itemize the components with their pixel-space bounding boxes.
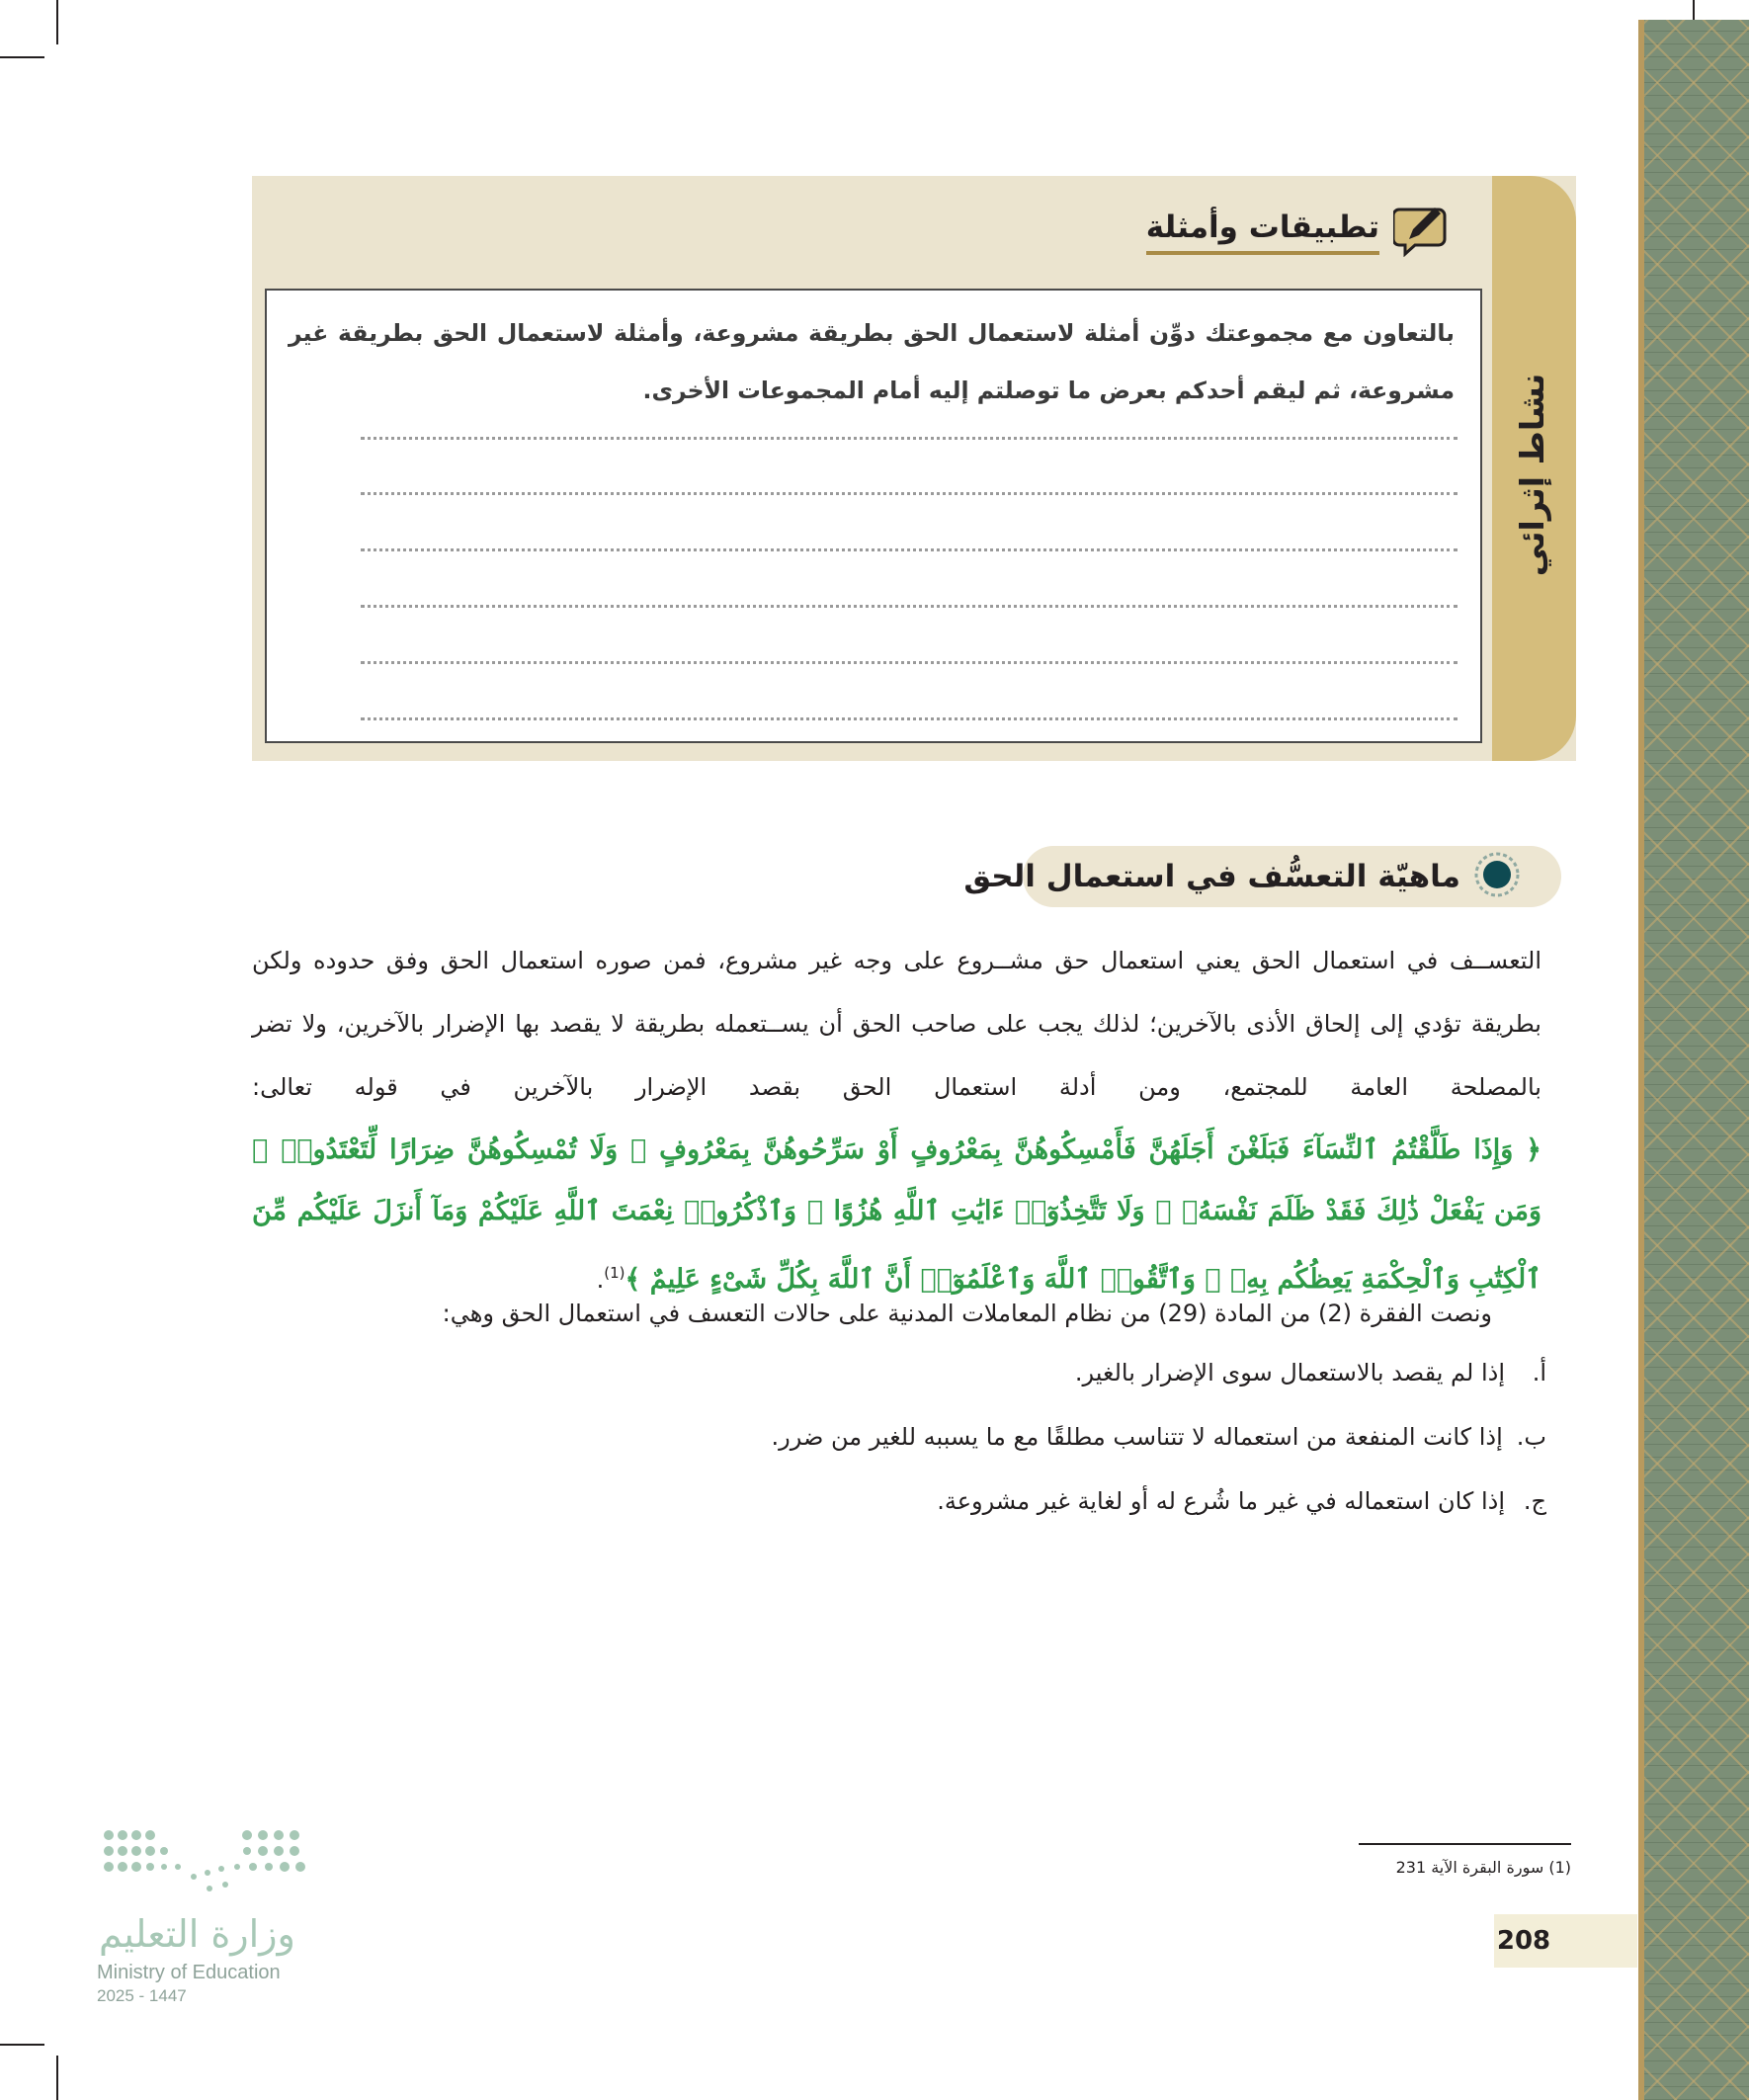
crop-mark (56, 2056, 58, 2100)
crop-mark (56, 0, 58, 44)
answer-line[interactable] (361, 492, 1458, 495)
answer-frame (265, 289, 1482, 743)
footnote-rule (1359, 1843, 1571, 1845)
list-item-text: إذا لم يقصد بالاستعمال سوى الإضرار بالغير. (1074, 1359, 1505, 1386)
activity-instruction: بالتعاون مع مجموعتك دوِّن أمثلة لاستعمال الحق بطريقة مشروعة، وأمثلة لاستعمال الحق بطريقة غير مشروعة، ثم ليقم أحدكم بعرض ما توصلتم إليه أمام المجموعات الأخرى. (289, 319, 1455, 404)
answer-line[interactable] (361, 437, 1458, 440)
ministry-name-english: Ministry of Education (97, 1962, 281, 1983)
body-paragraph-text: التعســف في استعمال الحق يعني استعمال حق مشــروع على وجه غير مشروع، فمن صوره استعمال الحق وفق حدوده ولكن بطريقة تؤدي إلى إلحاق الأذى بالآخرين؛ لذلك يجب على صاحب الحق أن يســتعمله بطريقة لا يقصد بها الإضرار بالآخرين، ولا تضر بالمصلحة العامة للمجتمع، ومن أدلة استعمال الحق بقصد الإضرار بالآخرين في قوله تعالى: (252, 947, 1541, 1101)
crop-mark (0, 2044, 44, 2046)
list-item-text: إذا كانت المنفعة من استعماله لا تتناسب مطلقًا مع ما يسببه للغير من ضرر. (771, 1423, 1503, 1451)
rosette-bullet-icon (1472, 850, 1522, 903)
quran-verse: ﴿ وَإِذَا طَلَّقْتُمُ ٱلنِّسَآءَ فَبَلَغْنَ أَجَلَهُنَّ فَأَمْسِكُوهُنَّ بِمَعْرُوفٍ أَوْ سَرِّحُوهُنَّ بِمَعْرُوفٍ ۚ وَلَا تُمْسِكُوهُنَّ ضِرَارًا لِّتَعْتَدُوا۟ ۚ وَمَن يَفْعَلْ ذَٰلِكَ فَقَدْ ظَلَمَ نَفْسَهُۥ ۚ وَلَا تَتَّخِذُوٓا۟ ءَايَٰتِ ٱللَّهِ هُزُوًا ۚ وَٱذْكُرُوا۟ نِعْمَتَ ٱللَّهِ عَلَيْكُمْ وَمَآ أَنزَلَ عَلَيْكُم مِّنَ ٱلْكِتَٰبِ وَٱلْحِكْمَةِ يَعِظُكُم بِهِۦ ۚ وَٱتَّقُوا۟ ٱللَّهَ وَٱعْلَمُوٓا۟ أَنَّ ٱللَّهَ بِكُلِّ شَىْءٍ عَلِيمٌ ﴾$^{(1)}$. (252, 1134, 1541, 1295)
activity-heading (1146, 203, 1451, 262)
list-item-text: إذا كان استعماله في غير ما شُرع له أو لغاية غير مشروعة. (937, 1487, 1505, 1515)
footnote-ref: (1) (604, 1264, 625, 1282)
list-item (937, 1487, 1546, 1515)
intro-line (208, 1300, 1492, 1327)
activity-tab-label: نشاط إثرائي (1513, 373, 1552, 576)
list-item (772, 1423, 1547, 1451)
activity-tab-label-wrap (1497, 356, 1568, 593)
answer-line[interactable] (361, 717, 1458, 720)
page-number: 208 (1496, 1926, 1551, 1956)
crop-mark (0, 56, 44, 58)
list-marker: ج. (1523, 1487, 1546, 1515)
list-marker: أ. (1532, 1359, 1546, 1386)
answer-line[interactable] (361, 548, 1458, 551)
section-title: ماهيّة التعسُّف في استعمال الحق (963, 859, 1460, 894)
ministry-name-arabic: وزارة التعليم (99, 1912, 295, 1956)
footnote: (1) سورة البقرة الآية 231 (1395, 1858, 1571, 1877)
ministry-year: 2025 - 1447 (97, 1986, 187, 2005)
decorative-side-border (1638, 20, 1749, 2100)
pencil-speech-bubble-icon (1393, 204, 1451, 261)
list-item (1075, 1359, 1546, 1386)
answer-line[interactable] (361, 605, 1458, 608)
ministry-logo-icon (99, 1823, 316, 1902)
section-heading (963, 848, 1522, 905)
activity-title: تطبيقات وأمثلة (1146, 210, 1379, 255)
list-marker: ب. (1516, 1423, 1546, 1451)
body-paragraph (252, 929, 1541, 1119)
answer-line[interactable] (361, 661, 1458, 664)
intro-text: ونصت الفقرة (2) من المادة (29) من نظام المعاملات المدنية على حالات التعسف في استعمال الحق وهي: (442, 1300, 1492, 1327)
quran-verse-text: ﴿ وَإِذَا طَلَّقْتُمُ ٱلنِّسَآءَ فَبَلَغْنَ أَجَلَهُنَّ فَأَمْسِكُوهُنَّ بِمَعْرُوفٍ أَوْ سَرِّحُوهُنَّ بِمَعْرُوفٍ ۚ وَلَا تُمْسِكُوهُنَّ ضِرَارًا لِّتَعْتَدُوا۟ ۚ وَمَن يَفْعَلْ ذَٰلِكَ فَقَدْ ظَلَمَ نَفْسَهُۥ ۚ وَلَا تَتَّخِذُوٓا۟ ءَايَٰتِ ٱللَّهِ هُزُوًا ۚ وَٱذْكُرُوا۟ نِعْمَتَ ٱللَّهِ عَلَيْكُمْ وَمَآ أَنزَلَ عَلَيْكُم مِّنَ ٱلْكِتَٰبِ وَٱلْحِكْمَةِ يَعِظُكُم بِهِۦ ۚ وَٱتَّقُوا۟ ٱللَّهَ وَٱعْلَمُوٓا۟ أَنَّ ٱللَّهَ بِكُلِّ شَىْءٍ عَلِيمٌ ﴾ (252, 1134, 1541, 1295)
